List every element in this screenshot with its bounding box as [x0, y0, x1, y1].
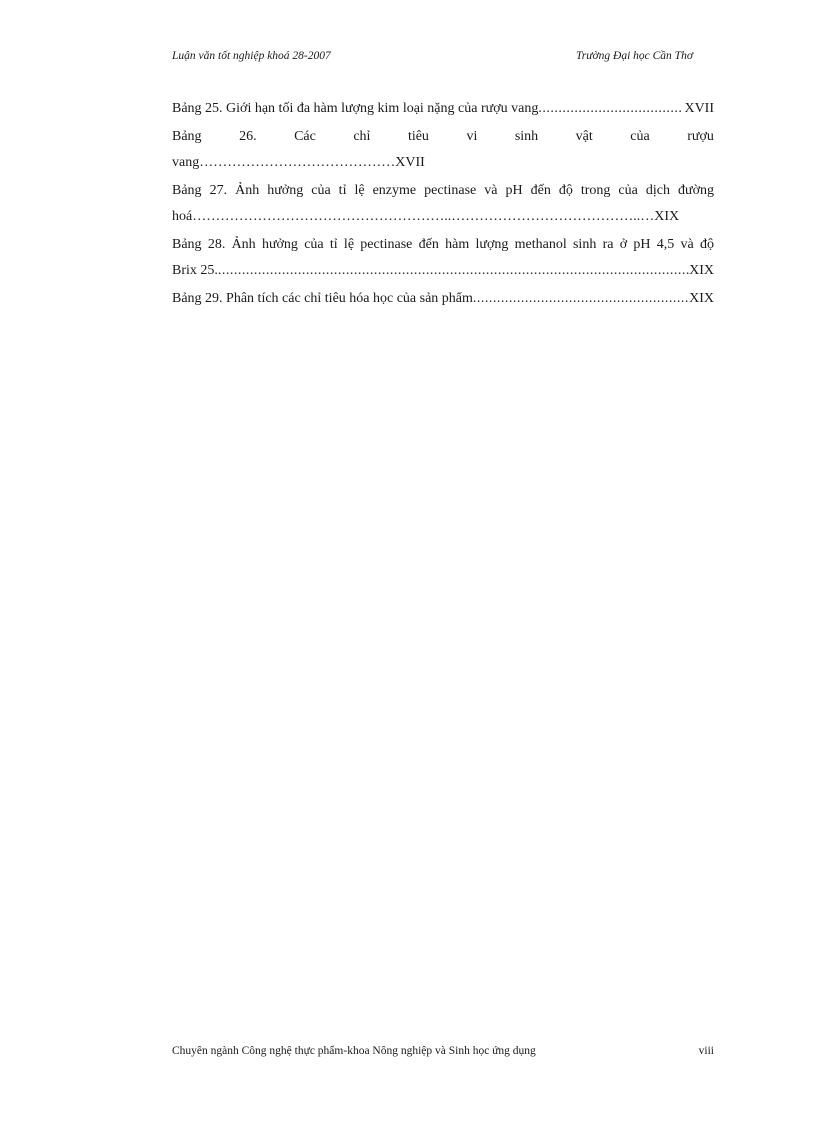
toc-entry-26-cont: vang	[172, 155, 200, 170]
toc-entry-27[interactable]	[172, 178, 714, 230]
toc-entry-29-page: XIX	[689, 291, 714, 306]
dot-leader	[473, 286, 689, 312]
toc-entry-29[interactable]	[172, 286, 714, 312]
word: Các	[294, 129, 316, 144]
dot-leader	[538, 96, 681, 122]
word: chỉ	[353, 129, 371, 144]
toc-entry-27-title: Bảng 27. Ảnh hưởng của tỉ lệ enzyme pectinase và pH đến độ trong của dịch đường	[172, 183, 714, 198]
toc-entry-28[interactable]	[172, 232, 714, 284]
toc-entry-26-page: XVII	[395, 155, 425, 170]
word: vi	[466, 129, 478, 144]
toc-entry-28-page: XIX	[689, 263, 714, 278]
word: của	[630, 129, 650, 144]
toc-entry-27-line2	[172, 204, 714, 230]
page-number: viii	[698, 1045, 714, 1057]
toc-entry-28-line2	[172, 258, 714, 284]
footer-department: Chuyên ngành Công nghệ thực phẩm-khoa Nông nghiệp và Sinh học ứng dụng	[172, 1045, 536, 1057]
header-thesis-title: Luận văn tốt nghiệp khoá 28-2007	[172, 50, 331, 62]
toc-entry-28-cont: Brix 25.	[172, 263, 218, 278]
toc-entry-27-line1	[172, 178, 714, 204]
word: 26.	[239, 129, 257, 144]
toc-entry-25-page: XVII	[684, 101, 714, 116]
dot-leader	[218, 258, 689, 284]
toc-entry-27-cont: hoá	[172, 209, 193, 224]
toc-entry-28-title: Bảng 28. Ảnh hưởng của tỉ lệ pectinase đến hàm lượng methanol sinh ra ở pH 4,5 và độ	[172, 237, 714, 252]
table-of-contents	[172, 96, 714, 312]
word: Bảng	[172, 129, 202, 144]
ellipsis-leader: ……………………………………	[199, 155, 396, 170]
word: sinh	[514, 129, 539, 144]
toc-entry-29-title: Bảng 29. Phân tích các chỉ tiêu hóa học của sản phẩm	[172, 291, 473, 306]
toc-entry-27-page: XIX	[654, 209, 680, 224]
page-header	[172, 50, 714, 66]
word: vật	[575, 129, 593, 144]
toc-entry-25[interactable]	[172, 96, 714, 122]
toc-entry-26-line1	[172, 124, 714, 150]
ellipsis-leader: ………………………………………………..…………………………………..…	[192, 209, 655, 224]
toc-entry-28-line1	[172, 232, 714, 258]
toc-entry-26[interactable]	[172, 124, 714, 176]
word: rượu	[687, 129, 714, 144]
word: tiêu	[407, 129, 429, 144]
toc-entry-26-line2	[172, 150, 714, 176]
toc-entry-25-title: Bảng 25. Giới hạn tối đa hàm lượng kim loại nặng của rượu vang	[172, 101, 539, 116]
header-university: Trường Đại học Cần Thơ	[576, 50, 693, 62]
page-footer	[172, 1045, 714, 1061]
